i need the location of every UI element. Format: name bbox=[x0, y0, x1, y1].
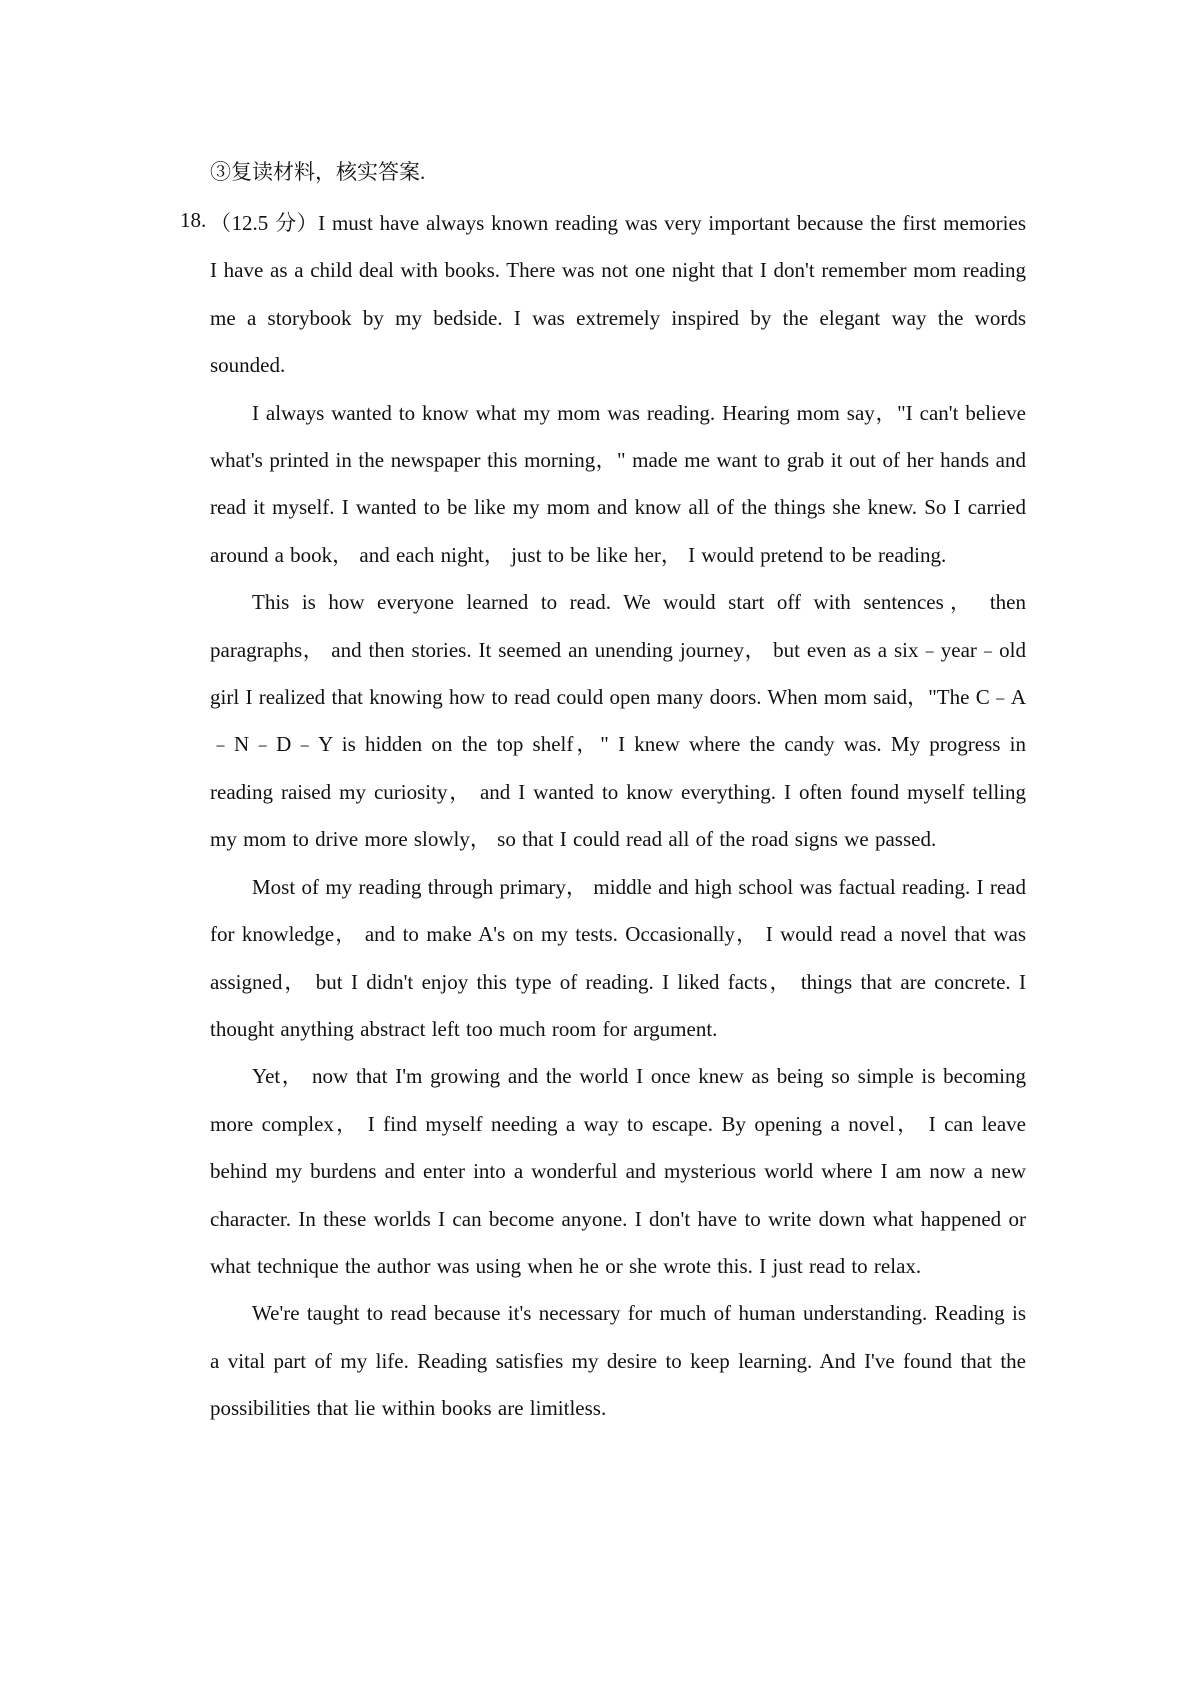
passage-paragraph-6: We're taught to read because it's necessary for much of human understanding. Reading is a vital part of my life. Reading satisfies my desire to keep learning. And I've found that the possibilities that lie within books are limitless. bbox=[210, 1301, 1026, 1421]
paragraph-1-text: I must have always known reading was very important because the first memories I have as a child deal with books. There was not one night that I don't remember mom reading me a storybook by my bedside. I was extremely inspired by the elegant way the words sounded. bbox=[210, 211, 1026, 378]
question-number bbox=[180, 200, 206, 240]
passage-paragraph-1 bbox=[210, 200, 1026, 390]
passage-paragraph-4: Most of my reading through primary， middle and high school was factual reading. I read for knowledge， and to make A's on my tests. Occasionally， I would read a novel that was assigned， but I didn't enjoy this type of reading. I liked facts， things that are concrete. I thought anything abstract left too much room for argument. bbox=[210, 874, 1026, 1041]
question-number-label: 18. bbox=[180, 208, 207, 232]
step-instruction: ③复读材料，核实答案. bbox=[210, 160, 426, 184]
question-score: （12.5 分） bbox=[210, 211, 319, 235]
passage-paragraph-3: This is how everyone learned to read. We would start off with sentences， then paragraphs， and then stories. It seemed an unending journey， but even as a six﹣year﹣old girl I realized that knowing how to read could open many doors. When mom said，"The C﹣A﹣N﹣D﹣Y is hidden on the top shelf，" I knew where the candy was. My progress in reading raised my curiosity， and I wanted to know everything. I often found myself telling my mom to drive more slowly， so that I could read all of the road signs we passed. bbox=[210, 590, 1026, 852]
reading-passage bbox=[210, 200, 1026, 1433]
passage-paragraph-2: I always wanted to know what my mom was reading. Hearing mom say，"I can't believe what's printed in the newspaper this morning，" made me want to grab it out of her hands and read it myself. I wanted to be like my mom and know all of the things she knew. So I carried around a book， and each night， just to be like her， I would pretend to be reading. bbox=[210, 400, 1026, 567]
passage-paragraph-5: Yet， now that I'm growing and the world I once knew as being so simple is becoming more complex， I find myself needing a way to escape. By opening a novel， I can leave behind my burdens and enter into a wonderful and mysterious world where I am now a new character. In these worlds I can become anyone. I don't have to write down what happened or what technique the author was using when he or she wrote this. I just read to relax. bbox=[210, 1064, 1026, 1278]
